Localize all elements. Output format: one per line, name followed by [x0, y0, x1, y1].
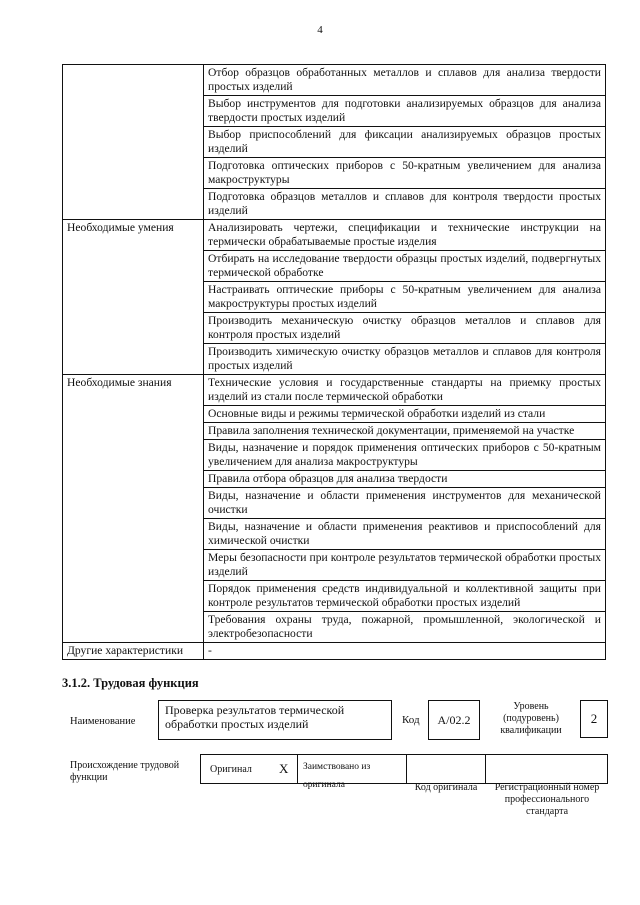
knowledge-item: Правила отбора образцов для анализа твердости [204, 471, 606, 488]
original-label: Оригинал [210, 764, 252, 775]
skill-item: Настраивать оптические приборы с 50-кратным увеличением для анализа макроструктуры простых изделий [204, 282, 606, 313]
code-original-cell [406, 754, 486, 784]
original-cell [200, 754, 298, 784]
knowledge-label: Необходимые знания [63, 375, 204, 643]
skill-item: Производить механическую очистку образцов металлов и сплавов для контроля простых изделий [204, 313, 606, 344]
function-name-value: Проверка результатов термической обработки простых изделий [165, 703, 345, 731]
name-label: Наименование [70, 716, 136, 727]
code-original-label: Код оригинала [414, 782, 478, 793]
knowledge-item: Требования охраны труда, пожарной, промышленной, экологической и электробезопасности [204, 612, 606, 643]
origin-label: Происхождение трудовой функции [70, 760, 180, 783]
code-value: А/02.2 [437, 713, 471, 727]
section-title: 3.1.2. Трудовая функция [62, 676, 199, 690]
requirements-table [62, 64, 606, 660]
labor-actions-label-cell [63, 65, 204, 220]
level-value: 2 [590, 711, 598, 726]
skill-item: Анализировать чертежи, спецификации и технические инструкции на термически обрабатываемые простые изделия [204, 220, 606, 251]
borrowed-label: Заимствовано из оригинала [303, 762, 371, 790]
knowledge-item: Виды, назначение и области применения реактивов и приспособлений для химической очистки [204, 519, 606, 550]
other-characteristics-value: - [204, 643, 606, 660]
borrowed-cell [297, 754, 407, 790]
skill-item: Отбирать на исследование твердости образцы простых изделий, подвергнутых термической обработке [204, 251, 606, 282]
knowledge-item: Правила заполнения технической документации, применяемой на участке [204, 423, 606, 440]
labor-action-item: Подготовка образцов металлов и сплавов для контроля твердости простых изделий [204, 189, 606, 220]
skills-label: Необходимые умения [63, 220, 204, 375]
labor-action-item: Отбор образцов обработанных металлов и сплавов для анализа твердости простых изделий [204, 65, 606, 96]
original-mark: X [279, 761, 289, 776]
function-name-box [158, 700, 392, 740]
reg-number-label: Регистрационный номер профессионального стандарта [494, 782, 600, 817]
knowledge-item: Основные виды и режимы термической обработки изделий из стали [204, 406, 606, 423]
skill-item: Производить химическую очистку образцов металлов и сплавов для контроля простых изделий [204, 344, 606, 375]
other-characteristics-label: Другие характеристики [63, 643, 204, 660]
labor-action-item: Выбор приспособлений для фиксации анализируемых образцов простых изделий [204, 127, 606, 158]
level-value-box [580, 700, 608, 738]
knowledge-item: Технические условия и государственные стандарты на приемку простых изделий из стали после термической обработки [204, 375, 606, 406]
level-label: Уровень (подуровень) квалификации [500, 701, 562, 736]
reg-number-cell [485, 754, 608, 784]
labor-action-item: Выбор инструментов для подготовки анализируемых образцов для анализа твердости простых изделий [204, 96, 606, 127]
knowledge-item: Меры безопасности при контроле результатов термической обработки простых изделий [204, 550, 606, 581]
code-label: Код [402, 714, 420, 726]
knowledge-item: Виды, назначение и порядок применения оптических приборов с 50-кратным увеличением для анализа макроструктуры [204, 440, 606, 471]
page-number: 4 [317, 24, 323, 36]
knowledge-item: Виды, назначение и области применения инструментов для механической очистки [204, 488, 606, 519]
code-value-box [428, 700, 480, 740]
knowledge-item: Порядок применения средств индивидуальной и коллективной защиты при контроле результатов термической обработки простых изделий [204, 581, 606, 612]
labor-action-item: Подготовка оптических приборов с 50-кратным увеличением для анализа макроструктуры [204, 158, 606, 189]
